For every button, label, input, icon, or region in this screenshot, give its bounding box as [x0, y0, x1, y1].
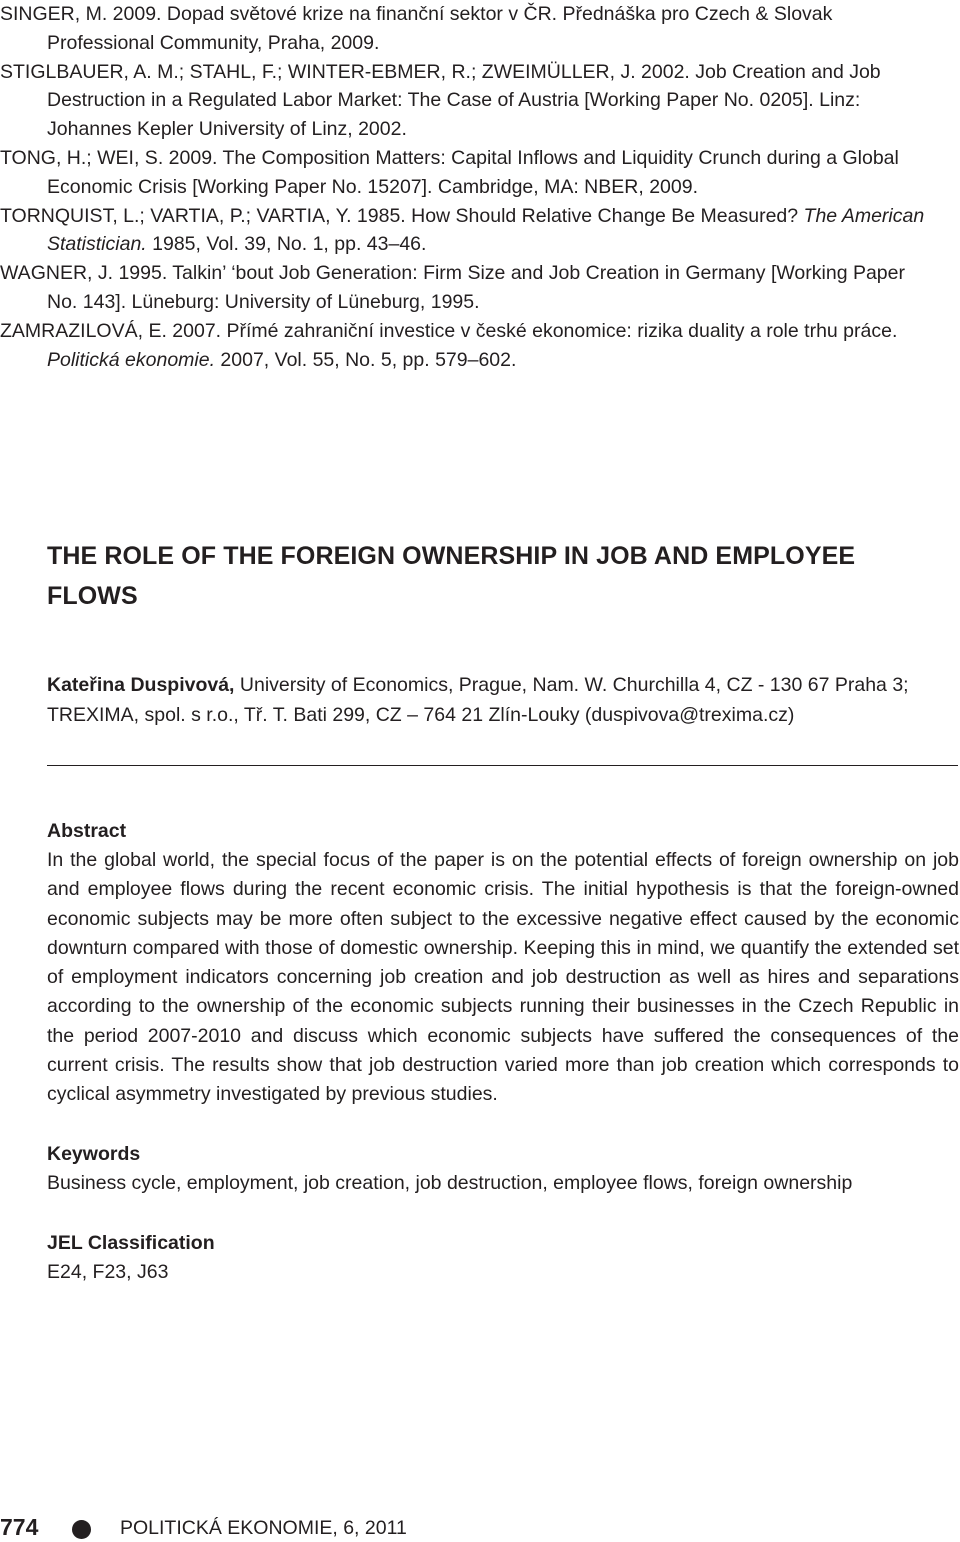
abstract-section — [47, 817, 959, 1110]
jel-section — [47, 1229, 959, 1287]
reference-item: STIGLBAUER, A. M.; STAHL, F.; WINTER-EBMER, R.; ZWEIMÜLLER, J. 2002. Job Creation and Job Destruction in a Regulated Labor Market: The Case of Austria [Working Paper No. 0205]. Linz: Johannes Kepler University of Linz, 2002. — [0, 60, 881, 140]
abstract-heading: Abstract — [47, 820, 127, 842]
author-name: Kateřina Duspivová, — [47, 674, 235, 696]
reference-item: ZAMRAZILOVÁ, E. 2007. Přímé zahraniční investice v české ekonomice: rizika duality a role trhu práce. Politická ekonomie. 2007, Vol. 55, No. 5, pp. 579–602. — [0, 320, 898, 371]
bullet-dot-icon — [72, 1520, 91, 1539]
jel-codes: E24, F23, J63 — [47, 1261, 169, 1283]
reference-list — [0, 0, 940, 374]
affiliation-text: University of Economics, Prague, Nam. W. Churchilla 4, CZ - 130 67 Praha 3; TREXIMA, spol. s r.o., Tř. T. Bati 299, CZ – 764 21 Zlín-Louky (duspivova@trexima.cz) — [47, 674, 909, 726]
page-footer — [0, 1512, 960, 1542]
article-title: THE ROLE OF THE FOREIGN OWNERSHIP IN JOB AND EMPLOYEE FLOWS — [47, 542, 856, 610]
reference-item: TORNQUIST, L.; VARTIA, P.; VARTIA, Y. 1985. How Should Relative Change Be Measured? The American Statistician. 1985, Vol. 39, No. 1, pp. 43–46. — [0, 204, 925, 256]
journal-name: POLITICKÁ EKONOMIE, 6, 2011 — [120, 1517, 407, 1539]
keywords-text: Business cycle, employment, job creation, job destruction, employee flows, foreign ownership — [47, 1172, 853, 1194]
divider — [47, 765, 958, 766]
keywords-heading: Keywords — [47, 1143, 141, 1165]
reference-item: TONG, H.; WEI, S. 2009. The Composition Matters: Capital Inflows and Liquidity Crunch during a Global Economic Crisis [Working Paper No. 15207]. Cambridge, MA: NBER, 2009. — [0, 146, 899, 198]
reference-item: SINGER, M. 2009. Dopad světové krize na finanční sektor v ČR. Přednáška pro Czech & Slovak Professional Community, Praha, 2009. — [0, 3, 833, 54]
author-affiliation — [47, 671, 957, 730]
page-number: 774 — [0, 1514, 39, 1540]
jel-heading: JEL Classification — [47, 1232, 215, 1254]
keywords-section — [47, 1140, 959, 1198]
abstract-text: In the global world, the special focus of the paper is on the potential effects of foreign ownership on job and employee flows during the recent economic crisis. The initial hypothesis is that the foreign-owned economic subjects may be more often subject to the excessive negative effect caused by the economic downturn compared with those of domestic ownership. Keeping this in mind, we quantify the extended set of employment indicators concerning job creation and job destruction as well as hires and separations according to the ownership of the economic subjects running their businesses in the Czech Republic in the period 2007-2010 and discuss which economic subjects have suffered the consequences of the current crisis. The results show that job destruction varied more than job creation which corresponds to cyclical asymmetry investigated by previous studies. — [47, 849, 959, 1106]
reference-item: WAGNER, J. 1995. Talkin’ ‘bout Job Generation: Firm Size and Job Creation in Germany [Working Paper No. 143]. Lüneburg: University of Lüneburg, 1995. — [0, 262, 905, 313]
